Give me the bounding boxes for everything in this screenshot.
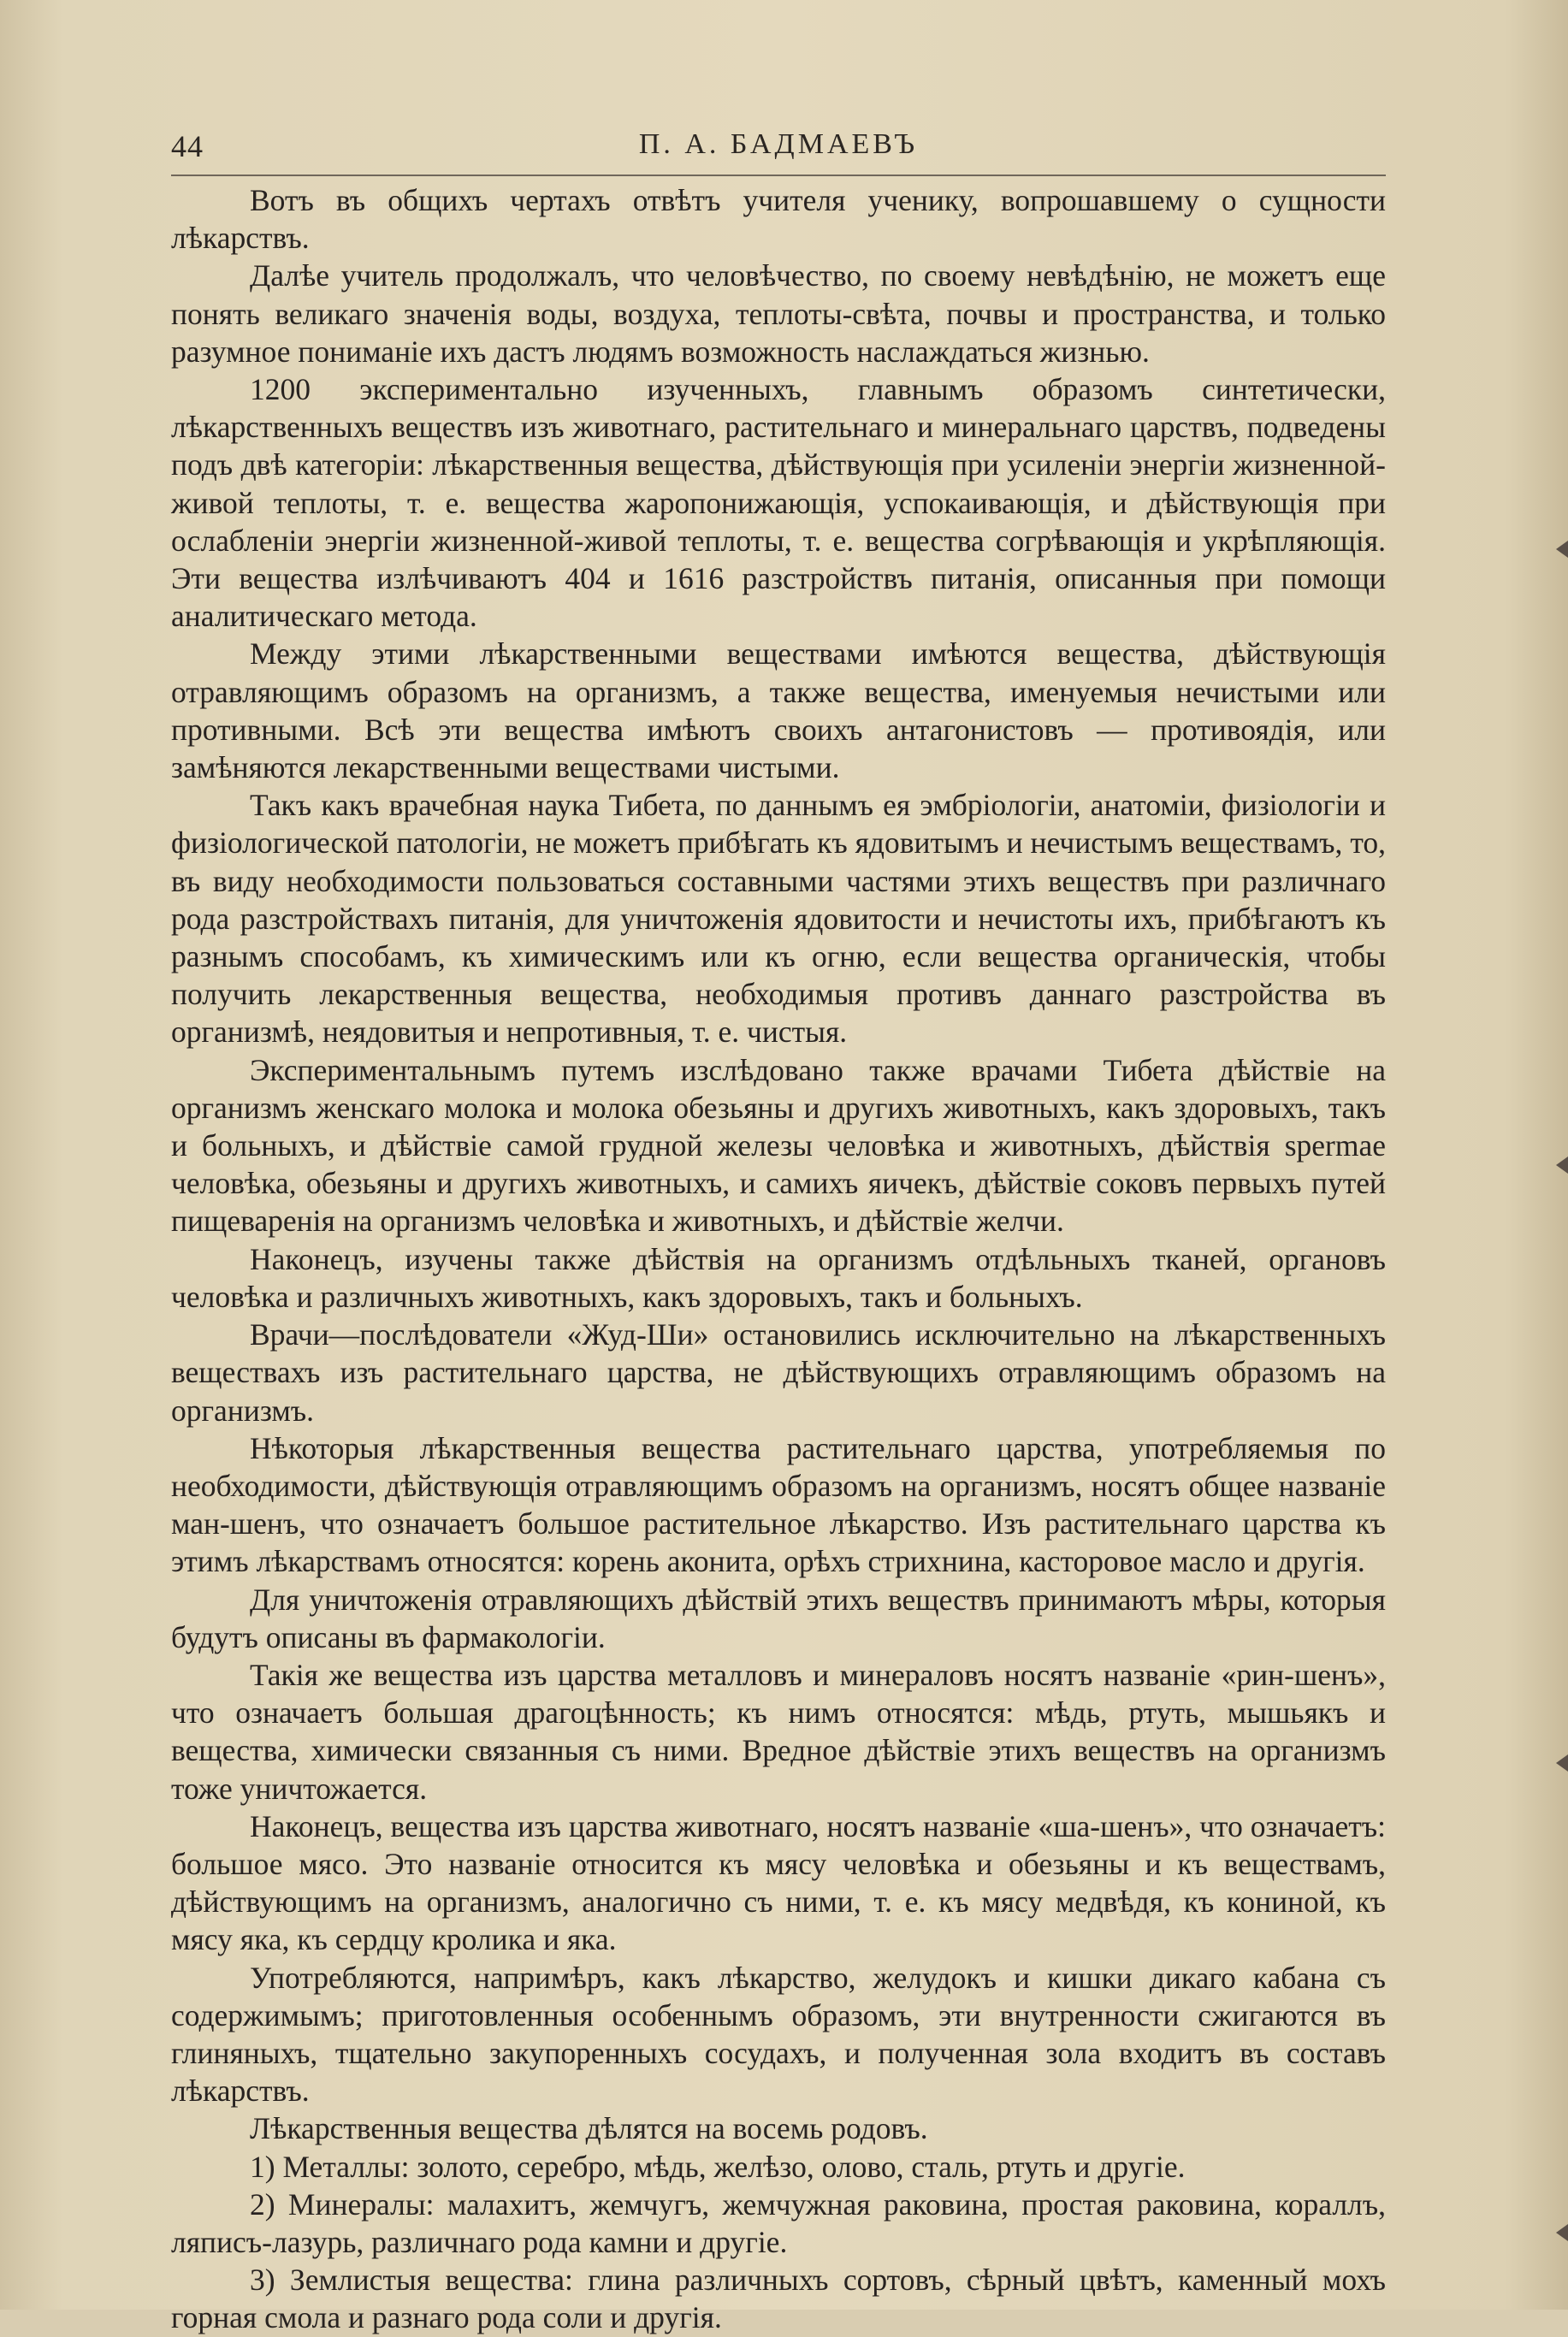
paragraph: Нѣкоторыя лѣкарственныя вещества растительнаго царства, употребляемыя по необходимости, дѣйствующія отравляющимъ образомъ на организмъ, носятъ общее названіе ман-шенъ, что означаетъ большое растительное лѣкарство. Изъ растительнаго царства къ этимъ лѣкарствамъ относятся: корень аконита, орѣхъ стрихнина, касторовое масло и другія. xyxy=(171,1430,1386,1579)
page-header xyxy=(171,128,1386,180)
paragraph: Употребляются, напримѣръ, какъ лѣкарство, желудокъ и кишки дикаго кабана съ содержимымъ; приготовленныя особеннымъ образомъ, эти внутренности сжигаются въ глиняныхъ, тщательно закупоренныхъ сосудахъ, и полученная зола входитъ въ составъ лѣкарствъ. xyxy=(171,1960,1386,2109)
list-item: 1) Металлы: золото, серебро, мѣдь, желѣзо, олово, сталь, ртуть и другіе. xyxy=(250,2149,1186,2184)
list-item: 2) Минералы: малахитъ, жемчугъ, жемчужная раковина, простая раковина, кораллъ, ляписъ-лазурь, различнаго рода камни и другіе. xyxy=(171,2186,1386,2259)
list-intro: Лѣкарственныя вещества дѣлятся на восемь родовъ. xyxy=(250,2111,928,2146)
paragraph: Наконецъ, изучены также дѣйствія на организмъ отдѣльныхъ тканей, органовъ человѣка и различныхъ животныхъ, какъ здоровыхъ, такъ и больныхъ. xyxy=(171,1241,1386,1314)
header-rule xyxy=(171,175,1386,176)
categories-list xyxy=(171,2109,1386,2336)
paragraph: 1200 экспериментально изученныхъ, главнымъ образомъ синтетически, лѣкарственныхъ веществъ изъ животнаго, растительнаго и минеральнаго царствъ, подведены подъ двѣ категоріи: лѣкарственныя вещества, дѣйствующія при усиленіи энергіи жизненной-живой теплоты, т. е. вещества жаропонижающія, успокаивающія, и дѣйствующія при ослабленіи энергіи жизненной-живой теплоты, т. е. вещества согрѣвающія и укрѣпляющія. Эти вещества излѣчиваютъ 404 и 1616 разстройствъ питанія, описанныя при помощи аналитическаго метода. xyxy=(171,372,1386,634)
edge-mark xyxy=(1556,541,1568,558)
edge-mark xyxy=(1556,1754,1568,1772)
edge-mark xyxy=(1556,2224,1568,2241)
paragraph: Наконецъ, вещества изъ царства животнаго, носятъ названіе «ша-шенъ», что означаетъ: большое мясо. Это названіе относится къ мясу человѣка и обезьяны и къ веществамъ, дѣйствующимъ на организмъ, аналогично съ ними, т. е. къ мясу медвѣдя, къ кониной, къ мясу яка, къ сердцу кролика и яка. xyxy=(171,1808,1386,1957)
body-text xyxy=(171,181,1386,2337)
paragraph: Вотъ въ общихъ чертахъ отвѣтъ учителя ученику, вопрошавшему о сущности лѣкарствъ. xyxy=(171,183,1386,256)
paragraph: Такія же вещества изъ царства металловъ и минераловъ носятъ названіе «рин-шенъ», что означаетъ большая драгоцѣнность; къ нимъ относятся: мѣдь, ртуть, мышьякъ и вещества, химически связанныя съ ними. Вредное дѣйствіе этихъ веществъ на организмъ тоже уничтожается. xyxy=(171,1657,1386,1806)
list-item: 3) Землистыя вещества: глина различныхъ сортовъ, сѣрный цвѣтъ, каменный мохъ горная смола и разнаго рода соли и другія. xyxy=(171,2263,1386,2335)
edge-mark xyxy=(1556,1157,1568,1174)
paragraph: Врачи—послѣдователи «Жуд-Ши» остановились исключительно на лѣкарственныхъ веществахъ изъ растительнаго царства, не дѣйствующихъ отравляющимъ образомъ на организмъ. xyxy=(171,1317,1386,1428)
paragraph: Между этими лѣкарственными веществами имѣются вещества, дѣйствующія отравляющимъ образомъ на организмъ, а также вещества, именуемыя нечистыми или противными. Всѣ эти вещества имѣютъ своихъ антагонистовъ — противоядія, или замѣняются лекарственными веществами чистыми. xyxy=(171,636,1386,785)
paragraph: Экспериментальнымъ путемъ изслѣдовано также врачами Тибета дѣйствіе на организмъ женскаго молока и молока обезьяны и другихъ животныхъ, какъ здоровыхъ, такъ и больныхъ, и дѣйствіе самой грудной железы человѣка и животныхъ, дѣйствія spermae человѣка, обезьяны и другихъ животныхъ, и самихъ яичекъ, дѣйствіе соковъ первыхъ путей пищеваренія на организмъ человѣка и животныхъ, и дѣйствіе желчи. xyxy=(171,1052,1386,1239)
paragraph: Далѣе учитель продолжалъ, что человѣчество, по своему невѣдѣнію, не можетъ еще понять великаго значенія воды, воздуха, теплоты-свѣта, почвы и пространства, и только разумное пониманіе ихъ дастъ людямъ возможность наслаждаться жизнью. xyxy=(171,258,1386,369)
running-head: П. А. БАДМАЕВЪ xyxy=(638,128,919,160)
paragraph: Для уничтоженія отравляющихъ дѣйствій этихъ веществъ принимаютъ мѣры, которыя будутъ описаны въ фармакологіи. xyxy=(171,1582,1386,1654)
paragraph: Такъ какъ врачебная наука Тибета, по даннымъ ея эмбріологіи, анатоміи, физіологіи и физіологической патологіи, не можетъ прибѣгать къ ядовитымъ и нечистымъ веществамъ, то, въ виду необходимости пользоваться составными частями этихъ веществъ при различнаго рода разстройствахъ питанія, для уничтоженія ядовитости и нечистоты ихъ, прибѣгаютъ къ разнымъ способамъ, къ химическимъ или къ огню, если вещества органическія, чтобы получить лекарственныя вещества, необходимыя противъ даннаго разстройства въ организмѣ, неядовитыя и непротивныя, т. е. чистыя. xyxy=(171,788,1386,1050)
page-number: 44 xyxy=(171,129,204,163)
